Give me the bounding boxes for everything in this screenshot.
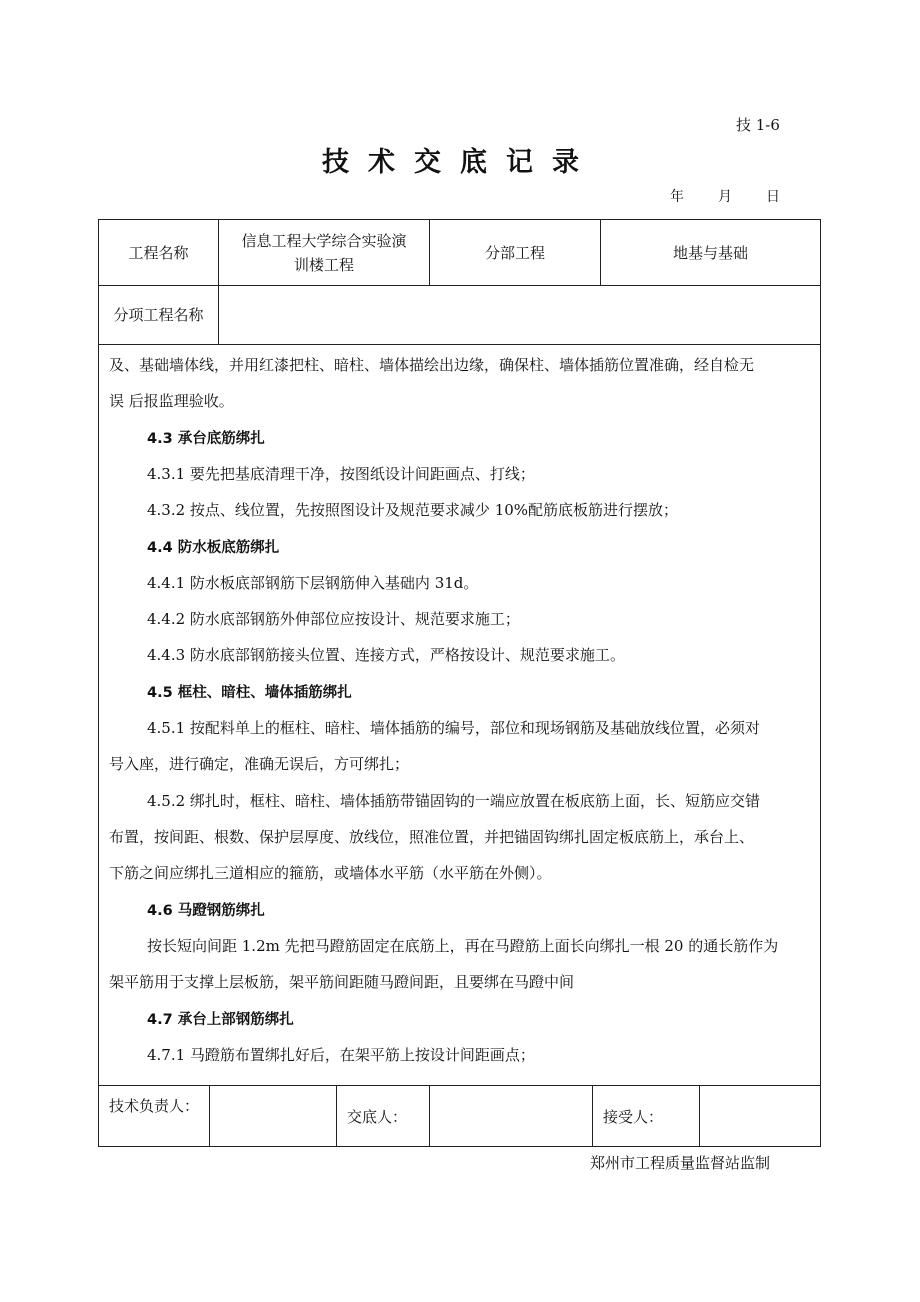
content-line: 4.3.2 按点、线位置，先按照图设计及规范要求减少 10%配筋底板筋进行摆放； [147,501,679,519]
content-line: 号入座，进行确定，准确无误后，方可绑扎； [109,755,410,773]
section-heading: 4.4 防水板底筋绑扎 [147,540,280,556]
content-line: 下筋之间应绑扎三道相应的箍筋，或墙体水平筋（水平筋在外侧）。 [109,864,552,882]
content-line: 布置，按间距、根数、保护层厚度、放线位，照准位置，并把锚固钩绑扎固定板底筋上，承台上、 [109,828,755,846]
date-year: 年 [670,189,684,205]
content-line: 4.3.1 要先把基底清理干净，按图纸设计间距画点、打线； [147,465,535,483]
briefer-label: 交底人： [347,1107,408,1126]
division-value: 地基与基础 [672,243,748,262]
record-table [98,219,821,1147]
division-label: 分部工程 [484,243,545,262]
date-month: 月 [718,189,732,205]
row-divider [99,344,820,345]
content-line: 按长短向间距 1.2m 先把马蹬筋固定在底筋上，再在马蹬筋上面长向绑扎一根 20 的通长筋作为 [147,937,779,955]
section-heading: 4.6 马蹬钢筋绑扎 [147,903,265,919]
project-name-line2: 训楼工程 [293,255,354,274]
subitem-value [219,286,820,344]
section-heading: 4.7 承台上部钢筋绑扎 [147,1012,294,1028]
page-title: 技术交底记录 [322,147,598,178]
section-heading: 4.3 承台底筋绑扎 [147,431,265,447]
project-name-value [219,220,429,285]
date-line [670,186,780,206]
receiver-value [700,1086,820,1147]
content-line: 架平筋用于支撑上层板筋，架平筋间距随马蹬间距，且要绑在马蹬中间 [109,973,575,991]
content-line: 4.4.3 防水底部钢筋接头位置、连接方式，严格按设计、规范要求施工。 [147,646,625,664]
date-day: 日 [766,189,780,205]
footer-note: 郑州市工程质量监督站监制 [590,1154,771,1172]
briefer-value [430,1086,592,1147]
content-line: 4.5.1 按配料单上的框柱、暗柱、墙体插筋的编号，部位和现场钢筋及基础放线位置，必须对 [147,719,760,737]
subitem-label: 分项工程名称 [113,306,204,324]
content-line: 及、基础墙体线，并用红漆把柱、暗柱、墙体描绘出边缘，确保柱、墙体插筋位置准确，经自检无 [109,356,755,374]
content-line: 4.4.2 防水底部钢筋外伸部位应按设计、规范要求施工； [147,610,520,628]
content-line: 4.5.2 绑扎时，框柱、暗柱、墙体插筋带锚固钩的一端应放置在板底筋上面，长、短筋应交错 [147,792,760,810]
content-line: 误 后报监理验收。 [109,392,234,410]
tech-lead-value [210,1086,336,1147]
section-heading: 4.5 框柱、暗柱、墙体插筋绑扎 [147,685,352,701]
project-name-label: 工程名称 [128,243,189,262]
receiver-label: 接受人： [603,1107,664,1126]
content-line: 4.7.1 马蹬筋布置绑扎好后，在架平筋上按设计间距画点； [147,1046,535,1064]
form-code: 技 1-6 [736,116,780,134]
project-name-line1: 信息工程大学综合实验演 [241,231,407,250]
content-line: 4.4.1 防水板底部钢筋下层钢筋伸入基础内 31d。 [147,574,479,592]
tech-lead-label: 技术负责人： [109,1097,200,1115]
